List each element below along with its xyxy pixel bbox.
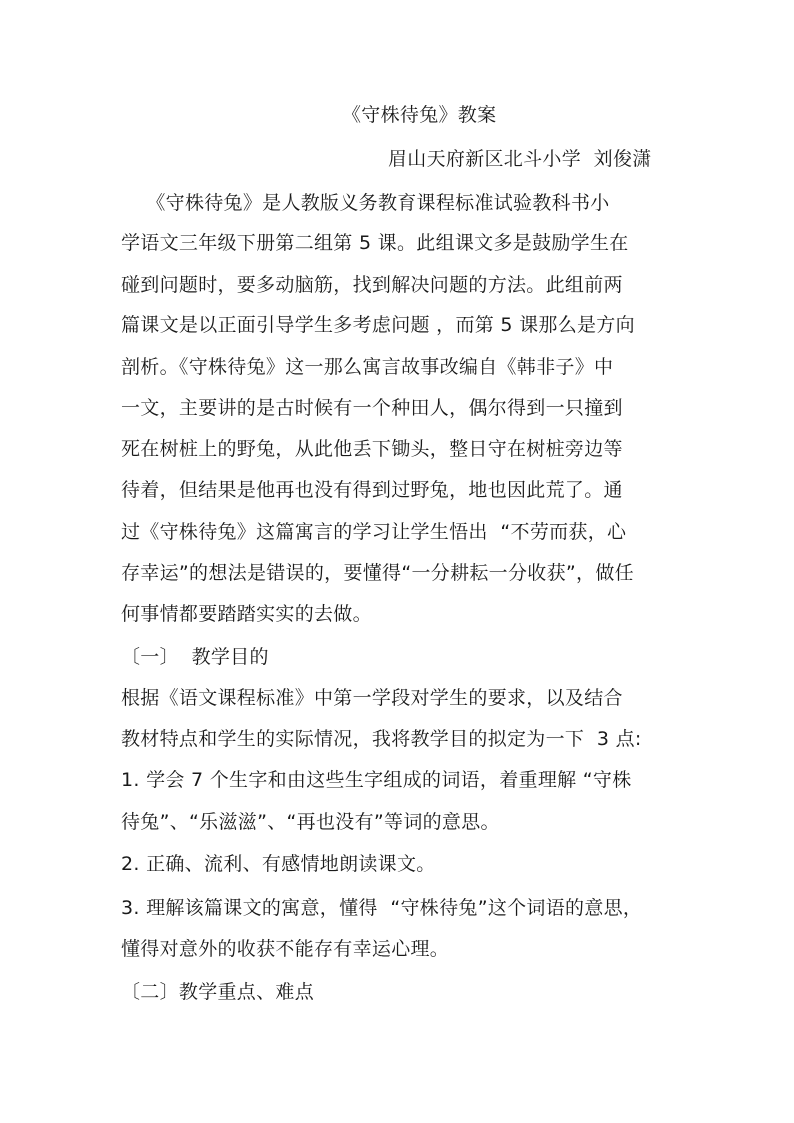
paragraph-line: 学语文三年级下册第二组第 5 课。此组课文多是鼓励学生在: [121, 232, 629, 254]
paragraph-line: 一文，主要讲的是古时候有一个种田人，偶尔得到一只撞到: [121, 397, 623, 419]
list-item-continuation: 待兔”、“乐滋滋”、“再也没有”等词的意思。: [121, 811, 500, 833]
paragraph-line: 待着，但结果是他再也没有得到过野兔，地也因此荒了。通: [121, 479, 623, 501]
list-item-continuation: 懂得对意外的收获不能存有幸运心理。: [121, 938, 450, 960]
paragraph-line: 《守株待兔》是人教版义务教育课程标准试验教科书小: [121, 192, 610, 214]
paragraph-line: 剖析。《守株待兔》这一那么寓言故事改编自《韩非子》中: [121, 356, 614, 378]
paragraph-line: 教材特点和学生的实际情况，我将教学目的拟定为一下 3 点:: [121, 728, 642, 750]
document-title: 《守株待兔》教案: [342, 104, 497, 126]
list-item: 1. 学会 7 个生字和由这些生字组成的词语，着重理解 “守株: [121, 769, 632, 791]
section-heading-teaching-goals: 〔一〕 教学目的: [121, 646, 269, 668]
section-heading-key-points: 〔二〕教学重点、难点: [121, 981, 315, 1003]
author-line: 眉山天府新区北斗小学 刘俊潇: [388, 148, 652, 170]
paragraph-line: 篇课文是以正面引导学生多考虑问题 ，而第 5 课那么是方向: [121, 314, 635, 336]
paragraph-line: 何事情都要踏踏实实的去做。: [121, 603, 372, 625]
paragraph-line: 存幸运”的想法是错误的，要懂得“一分耕耘一分收获”，做任: [121, 562, 634, 584]
list-item: 2. 正确、流利、有感情地朗读课文。: [121, 853, 436, 875]
list-item: 3. 理解该篇课文的寓意，懂得 “守株待兔”这个词语的意思，: [121, 897, 643, 919]
paragraph-line: 根据《语文课程标准》中第一学段对学生的要求，以及结合: [121, 687, 623, 709]
paragraph-line: 碰到问题时，要多动脑筋，找到解决问题的方法。此组前两: [121, 274, 623, 296]
paragraph-line: 过《守株待兔》这篇寓言的学习让学生悟出 “不劳而获，心: [121, 521, 627, 543]
paragraph-line: 死在树桩上的野兔，从此他丢下锄头，整日守在树桩旁边等: [121, 438, 623, 460]
